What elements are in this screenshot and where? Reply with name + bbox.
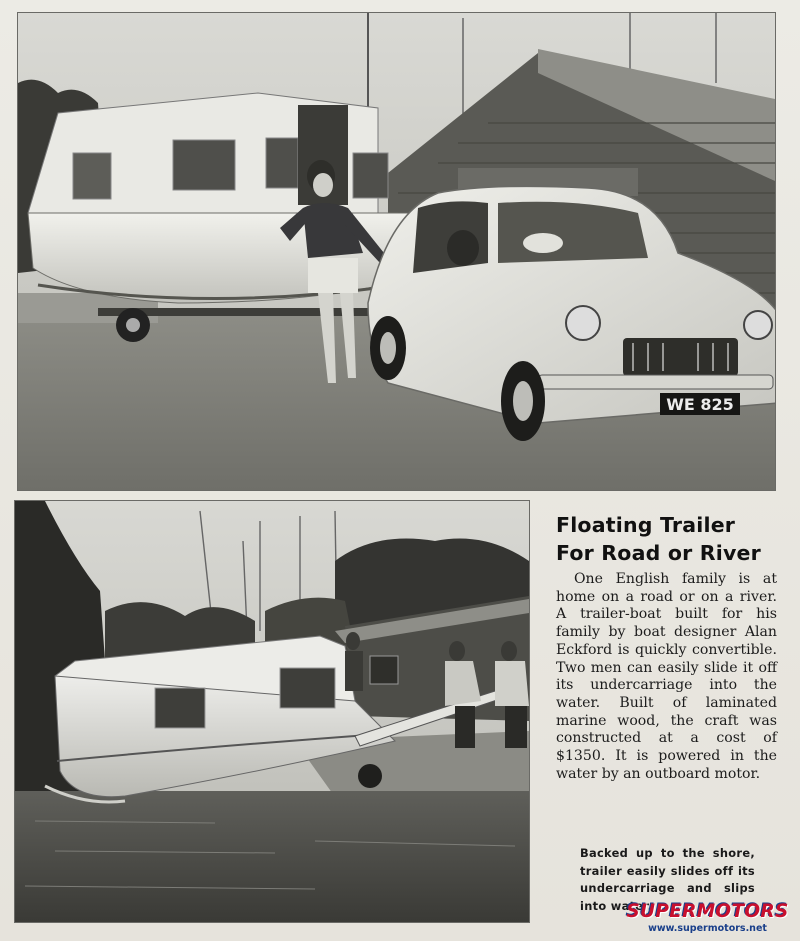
headline-line-2: For Road or River [556, 541, 761, 565]
photo-caption: Backed up to the shore, trailer easily slides off its undercarriage and slips into water. [580, 846, 755, 913]
article-body: One English family is at home on a road or on a river. A trailer-boat built for his family by boat designer Alan Eckford is quickly convertible. Two men can easily slide it off its undercarriage into the water. Built of laminated marine wood, the craft was constructed at a cost of $1350. It is powered in the water by an outboard motor. [556, 571, 777, 782]
watermark-logo: SUPERMOTORS [626, 901, 789, 922]
top-photo-scene [18, 13, 775, 490]
license-plate: WE 825 [666, 395, 734, 414]
supermotors-watermark [619, 901, 796, 935]
headline-line-1: Floating Trailer [556, 513, 736, 537]
top-photo [17, 12, 776, 491]
bottom-photo-scene [15, 501, 529, 922]
article-headline [556, 511, 792, 567]
watermark-url: www.supermotors.net [648, 923, 767, 934]
bottom-photo [14, 500, 530, 923]
